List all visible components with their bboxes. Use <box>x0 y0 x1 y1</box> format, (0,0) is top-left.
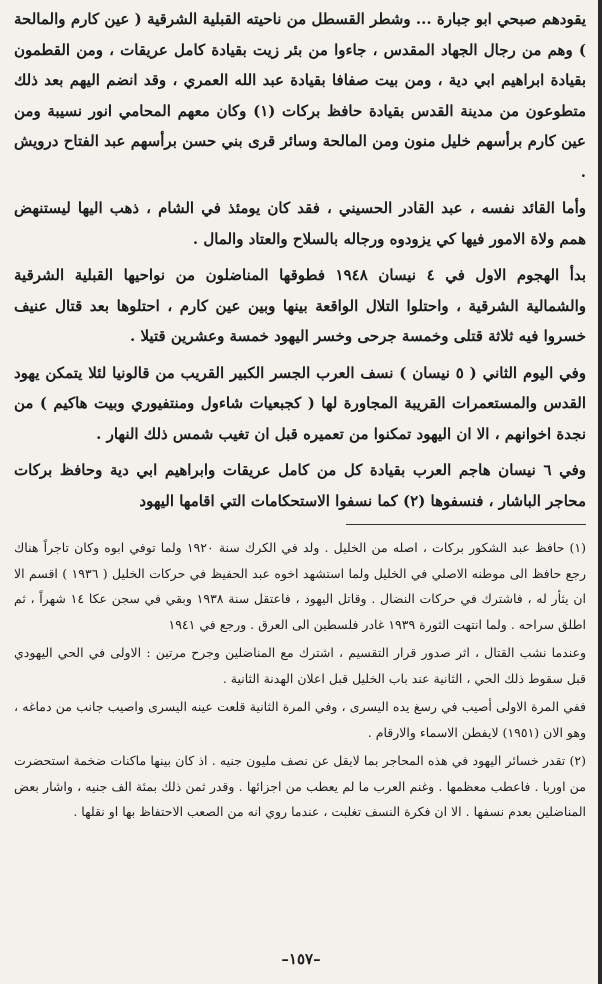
main-text <box>14 4 586 516</box>
footnote: ففي المرة الاولى أصيب في رسغ يده اليسرى ، وفي المرة الثانية قلعت عينه اليسرى واصيب جانب من دماغه ، وهو الان (١٩٥١) لايفطن الاسماء والارقام . <box>14 699 586 740</box>
main-paragraph: وفي ٦ نيسان هاجم العرب بقيادة كل من كامل عريقات وابراهيم ابي دية وحافظ بركات محاجر الباشار ، فنسفوها (٢) كما نسفوا الاستحكامات التي اقامها اليهود <box>14 461 586 510</box>
footnote: (٢) تقدر خسائر اليهود في هذه المحاجر بما لايقل عن نصف مليون جنيه . اذ كان بينها ماكنات ضخمة استحضرت من اوربا . فاعطب معظمها . وغنم العرب ما لم يعطب من اجزائها . وقدر ثمن ذلك بمئة الف جنيه ، واشار بعض المناضلين بعدم نسفها . الا ان فكرة النسف تغلبت ، عندما روي انه من الصعب الاحتفاظ بها او نقلها . <box>14 753 586 819</box>
footnote: (١) حافظ عبد الشكور بركات ، اصله من الخليل . ولد في الكرك سنة ١٩٢٠ ولما توفي ابوه وكان تاجراً هناك رجع حافظ الى موطنه الاصلي في الخليل ولما استشهد اخوه عبد الحفيظ في حركات الخليل ( ١٩٣٦ ) اقسم الا ان يثأر له ، فاشترك في حركات النضال . وقاتل اليهود ، فاعتقل سنة ١٩٣٨ وبقي في سجن عكا ١٤ شهراً ، ثم اطلق سراحه . ولما انتهت الثورة ١٩٣٩ غادر فلسطين الى العرق . ورجع في ١٩٤١ <box>14 540 587 632</box>
page-number: –١٥٧– <box>281 950 321 968</box>
main-paragraph: يقودهم صبحي ابو جبارة ... وشطر القسطل من ناحيته القبلية الشرقية ( عين كارم والمالحة ) وهم من رجال الجهاد المقدس ، جاءوا من بئر زيت بقيادة كامل عريقات ، ومن القطمون بقيادة ابراهيم ابي دية ، ومن بيت صفافا بقيادة عبد الله العمري ، وقد انضم اليهم بعد ذلك متطوعون من مدينة القدس بقيادة حافظ بركات (١) وكان معهم المحامي انور نسيبة ومن عين كارم برأسهم خليل منون ومن المالحة وسائر قرى بني حسن برأسهم عبد الفتاح درويش . <box>14 10 587 181</box>
main-paragraph: وأما القائد نفسه ، عبد القادر الحسيني ، فقد كان يومئذ في الشام ، ذهب اليها ليستنهض همم ولاة الامور فيها كي يزودوه ورجاله بالسلاح والعتاد والمال . <box>14 199 586 248</box>
footnote: وعندما نشب القتال ، اثر صدور قرار التقسيم ، اشترك مع المناضلين وجرح مرتين : الاولى في الحي اليهودي قبل سقوط ذلك الحي ، الثانية عند باب الخليل قبل اعلان الهدنة الثانية . <box>14 645 586 686</box>
main-paragraph: بدأ الهجوم الاول في ٤ نيسان ١٩٤٨ فطوقها المناضلون من نواحيها القبلية الشرقية والشمالية الشرقية ، واحتلوا التلال الواقعة بينها وبين عين كارم ، احتلوها بعد قتال عنيف خسروا فيه ثلاثة قتلى وخمسة جرحى وخسر اليهود خمسة وعشرين قتيلا . <box>14 266 586 345</box>
scan-edge-shadow <box>598 0 602 984</box>
main-paragraph: وفي اليوم الثاني ( ٥ نيسان ) نسف العرب الجسر الكبير القريب من قالونيا لئلا يتمكن يهود القدس والمستعمرات القريبة المجاورة لها ( كجبعيات شاءول ومنتفيوري وبيت هاكيم ) من نجدة اخوانهم ، الا ان اليهود تمكنوا من تعميره قبل ان تغيب شمس ذلك النهار . <box>14 363 587 443</box>
footnote-divider <box>346 524 586 525</box>
footnotes <box>14 535 586 825</box>
